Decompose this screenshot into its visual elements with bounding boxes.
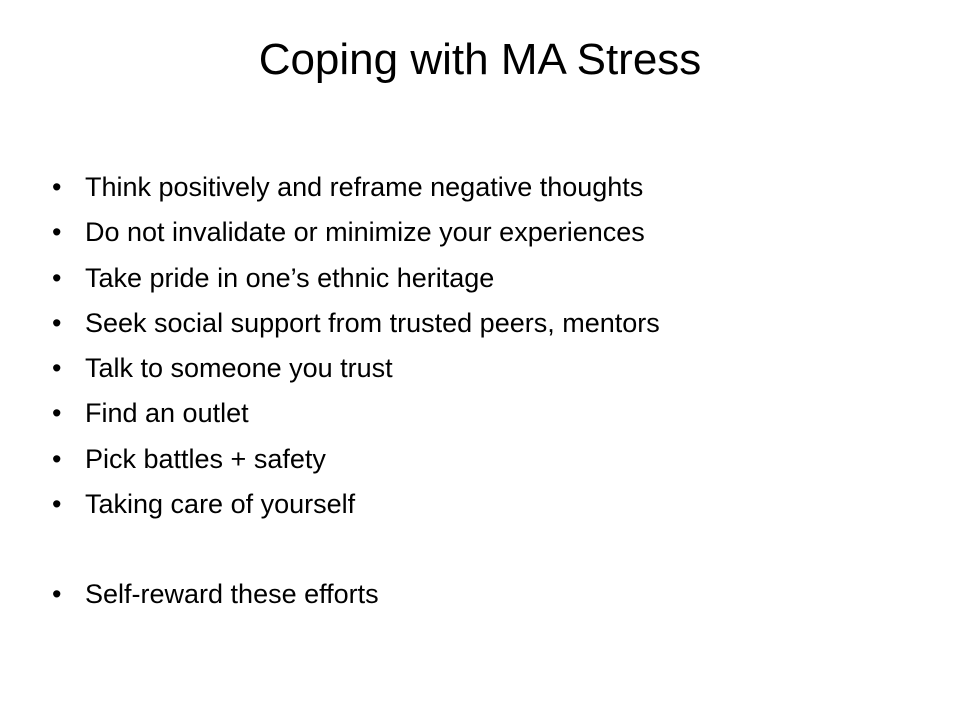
bullet-point-icon: • — [52, 489, 62, 520]
list-item — [52, 301, 932, 346]
list-item — [52, 210, 932, 255]
list-item-text: Seek social support from trusted peers, mentors — [85, 307, 660, 338]
bullet-point-icon: • — [52, 307, 62, 338]
list-item-text: Think positively and reframe negative thoughts — [85, 172, 644, 202]
list-item — [52, 437, 932, 482]
list-item-text: Do not invalidate or minimize your experiences — [85, 217, 645, 248]
list-item-text: Self-reward these efforts — [85, 579, 379, 610]
list-item-text: Taking care of yourself — [85, 489, 356, 520]
bullet-point-icon: • — [52, 262, 62, 293]
list-item-text: Pick battles + safety — [85, 443, 326, 474]
list-item — [52, 346, 932, 391]
list-item — [52, 165, 932, 210]
list-item-text: Find an outlet — [85, 398, 249, 429]
list-item-text: Talk to someone you trust — [85, 353, 393, 384]
list-item — [52, 391, 932, 436]
slide-title: Coping with MA Stress — [258, 35, 702, 84]
list-item — [52, 482, 932, 527]
bullet-point-icon: • — [52, 217, 62, 248]
list-item — [52, 572, 932, 617]
bullet-list — [52, 165, 932, 618]
list-item — [52, 256, 932, 301]
list-item-text: Take pride in one’s ethnic heritage — [85, 262, 495, 293]
bullet-point-icon: • — [52, 443, 62, 474]
bullet-point-icon: • — [52, 579, 62, 610]
bullet-point-icon: • — [52, 172, 62, 202]
bullet-point-icon: • — [52, 398, 62, 429]
bullet-point-icon: • — [52, 353, 62, 384]
